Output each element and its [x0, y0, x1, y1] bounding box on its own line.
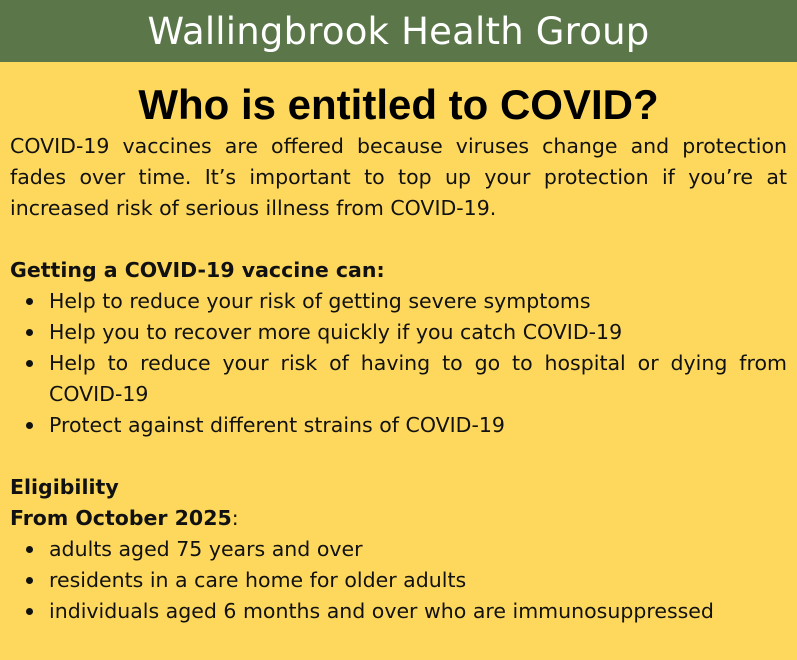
list-item: Help you to recover more quickly if you catch COVID-19	[49, 317, 787, 348]
eligibility-date-line	[10, 503, 787, 534]
organization-name: Wallingbrook Health Group	[147, 9, 650, 53]
list-item: Help to reduce your risk of getting severe symptoms	[49, 286, 787, 317]
list-item: individuals aged 6 months and over who are immunosuppressed	[49, 596, 787, 627]
eligibility-heading: Eligibility	[10, 475, 119, 499]
intro-paragraph: COVID-19 vaccines are offered because viruses change and protection fades over time. It’s important to top up your protection if you’re at increased risk of serious illness from COVID-19.	[10, 134, 787, 220]
benefits-list	[10, 286, 787, 441]
list-item: adults aged 75 years and over	[49, 534, 787, 565]
main-content	[0, 131, 797, 627]
header-banner	[0, 0, 797, 62]
benefits-heading: Getting a COVID-19 vaccine can:	[10, 258, 385, 282]
eligibility-date-label: From October 2025	[10, 506, 232, 530]
list-item: residents in a care home for older adults	[49, 565, 787, 596]
eligibility-list	[10, 534, 787, 627]
list-item: Protect against different strains of COVID-19	[49, 410, 787, 441]
page-title: Who is entitled to COVID?	[138, 81, 659, 128]
eligibility-date-suffix: :	[231, 506, 239, 530]
list-item: Help to reduce your risk of having to go to hospital or dying from COVID-19	[49, 348, 787, 410]
